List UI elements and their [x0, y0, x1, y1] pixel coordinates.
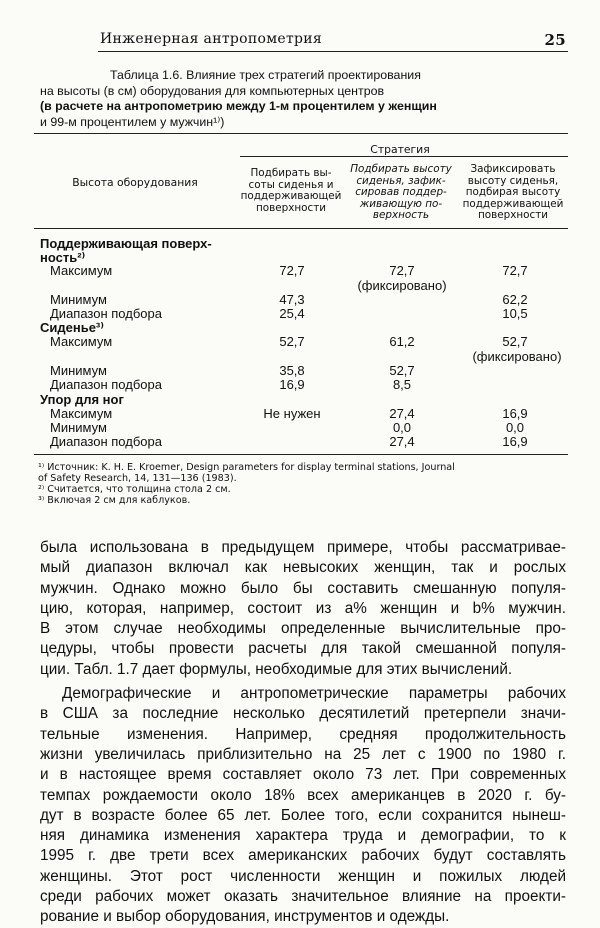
- cell-value: 8,5: [392, 377, 412, 392]
- caption-line-4: и 99-м процентилем у мужчин¹⁾): [40, 114, 225, 129]
- column-header-3: [458, 164, 568, 222]
- running-head-title: Инженерная антропометрия: [100, 31, 323, 47]
- cell-value: 35,8: [279, 363, 305, 378]
- cell-value: 0,0: [392, 420, 412, 435]
- table-row: [0, 434, 600, 449]
- column-header-1-line: поверхности: [255, 201, 327, 214]
- cell-value: Не нужен: [263, 406, 321, 421]
- table-footnotes: [38, 462, 568, 506]
- section-2-title: Сиденье³⁾: [40, 320, 105, 335]
- section-1-title: Поддерживающая поверх-: [40, 236, 212, 251]
- paragraph-line: жизни увеличилась приблизительно на 25 лет с 1900 по 1980 г.: [40, 745, 566, 763]
- row-label: Минимум: [50, 363, 107, 378]
- paragraph-line: ции. Табл. 1.7 дает формулы, необходимые для этих вычислений.: [40, 660, 513, 678]
- table-caption: [40, 68, 560, 130]
- column-header-3-line: подбирая высоту: [465, 186, 561, 198]
- strategy-header: Стратегия: [370, 143, 430, 156]
- cell-value: 52,7: [389, 363, 415, 378]
- paragraph-line: рование и выбор оборудования, инструментов и одежды.: [40, 908, 450, 926]
- section-title: [0, 320, 600, 335]
- row-label: Диапазон подбора: [50, 434, 162, 449]
- table-row: [0, 334, 600, 349]
- footnote-1: ¹⁾ Источник: K. H. E. Kroemer, Design parameters for display terminal stations, Journal: [38, 462, 455, 473]
- section-1-title-cont: ность²⁾: [40, 250, 86, 265]
- column-header-2-line: живающую по-: [359, 197, 443, 210]
- cell-value: 16,9: [279, 377, 305, 392]
- footnote-1-cont: of Safety Research, 14, 131—136 (1983).: [38, 473, 237, 484]
- column-header-2-line: сировав поддер-: [355, 186, 447, 198]
- cell-value: 0,0: [505, 420, 525, 435]
- paragraph-line: среди рабочих может оказать значительное влияние на проекти-: [40, 888, 566, 906]
- paragraph-line: женщины. Этот рост численности женщин и пожилых людей: [40, 867, 566, 885]
- row-label: Минимум: [50, 420, 107, 435]
- paragraph-line: няя динамика изменения характера труда и демографии, то к: [40, 827, 566, 845]
- column-header-3-line: высоту сиденья,: [467, 174, 559, 187]
- paragraph-line: темпах рождаемости около 18% всех американцев в 2020 г. бу-: [40, 786, 566, 804]
- row-label: Максимум: [50, 334, 113, 349]
- column-header-2-line: сиденья, зафик-: [356, 174, 446, 187]
- table-row: [0, 292, 600, 307]
- cell-value: 16,9: [502, 406, 528, 421]
- column-header-3-line: поддерживающей: [462, 197, 564, 210]
- header-bottom-rule: [34, 228, 568, 229]
- column-header-3-line: Зафиксировать: [470, 163, 556, 175]
- table-row-note: [0, 349, 600, 364]
- column-header-1-line: Подбирать вы-: [250, 167, 332, 179]
- table-bottom-rule: [34, 454, 568, 455]
- cell-value: 27,4: [389, 406, 415, 421]
- height-header: Высота оборудования: [72, 176, 198, 189]
- row-label: Диапазон подбора: [50, 306, 162, 321]
- paragraph-line: дут в возрасте более 65 лет. Более того, если сохранится нынеш-: [40, 806, 566, 824]
- cell-value: 72,7: [502, 263, 528, 278]
- row-label: Максимум: [50, 263, 113, 278]
- paragraph-line: и в настоящее время составляет около 73 лет. При современных: [40, 766, 566, 784]
- column-header-2-line: Подбирать высоту: [350, 163, 452, 175]
- column-header-1: [232, 168, 350, 214]
- section-title: [0, 236, 600, 251]
- caption-line-2: на высоты (в см) оборудования для компьютерных центров: [40, 83, 385, 98]
- row-label: Диапазон подбора: [50, 377, 162, 392]
- cell-value: 72,7: [279, 263, 305, 278]
- cell-value: 62,2: [502, 292, 528, 307]
- paragraph-line: Демографические и антропометрические параметры рабочих: [62, 685, 566, 703]
- column-header-1-line: поддерживающей: [240, 190, 342, 202]
- column-header-2: [346, 164, 456, 222]
- table-row: [0, 263, 600, 278]
- cell-value: 52,7: [502, 334, 528, 349]
- cell-value: 47,3: [279, 292, 305, 307]
- running-head: [100, 31, 566, 51]
- column-header-1-line: соты сиденья и: [248, 178, 334, 191]
- table-row: [0, 377, 600, 392]
- paragraph-line: мужчин. Однако можно было бы составить смешанную популя-: [40, 579, 566, 597]
- section-3-title: Упор для ног: [40, 392, 124, 407]
- table-top-rule: [34, 133, 568, 134]
- table-row: [0, 420, 600, 435]
- table-row: [0, 306, 600, 321]
- header-rule: [98, 51, 568, 52]
- cell-value: 27,4: [389, 434, 415, 449]
- fixed-note: (фиксировано): [357, 278, 447, 293]
- table-row: [0, 406, 600, 421]
- paragraph-line: в США за последние несколько десятилетий претерпели значи-: [40, 705, 566, 723]
- column-header-2-line: верхность: [372, 209, 430, 221]
- paragraph-line: В этом случае необходимы определенные вычислительные про-: [40, 620, 566, 638]
- footnote-2: ²⁾ Считается, что толщина стола 2 см.: [38, 484, 231, 495]
- paragraph-line: цедуры, чтобы провести расчеты для такой смешанной популя-: [40, 640, 566, 658]
- cell-value: 16,9: [502, 434, 528, 449]
- page-number: 25: [544, 31, 566, 49]
- row-label: Максимум: [50, 406, 113, 421]
- cell-value: 72,7: [389, 263, 415, 278]
- caption-line-3: (в расчете на антропометрию между 1-м процентилем у женщин: [40, 99, 437, 113]
- paragraph-line: тельные изменения. Например, средняя продолжительность: [40, 725, 566, 743]
- paragraph-line: была использована в предыдущем примере, чтобы рассматривае-: [40, 539, 566, 556]
- caption-line-1: Таблица 1.6. Влияние трех стратегий проектирования: [110, 68, 421, 82]
- column-header-3-line: поверхности: [477, 209, 549, 221]
- caption-line: [40, 68, 560, 84]
- paragraph-line: цию, которая, например, состоит из a% женщин и b% мужчин.: [40, 599, 566, 617]
- paragraph-line: 1995 г. две трети всех американских рабочих будут составлять: [40, 847, 566, 865]
- body-text: [40, 538, 566, 928]
- cell-value: 25,4: [279, 306, 305, 321]
- table-row-note: [0, 278, 600, 293]
- footnote-3: ³⁾ Включая 2 см для каблуков.: [38, 495, 191, 506]
- section-title: [0, 392, 600, 407]
- fixed-note: (фиксировано): [472, 349, 562, 364]
- paragraph-line: мый диапазон включал как невысоких женщин, так и рослых: [40, 559, 566, 577]
- row-label: Минимум: [50, 292, 107, 307]
- table-row: [0, 363, 600, 378]
- strategy-rule: [240, 156, 568, 157]
- cell-value: 52,7: [279, 334, 305, 349]
- cell-value: 61,2: [389, 334, 415, 349]
- cell-value: 10,5: [502, 306, 528, 321]
